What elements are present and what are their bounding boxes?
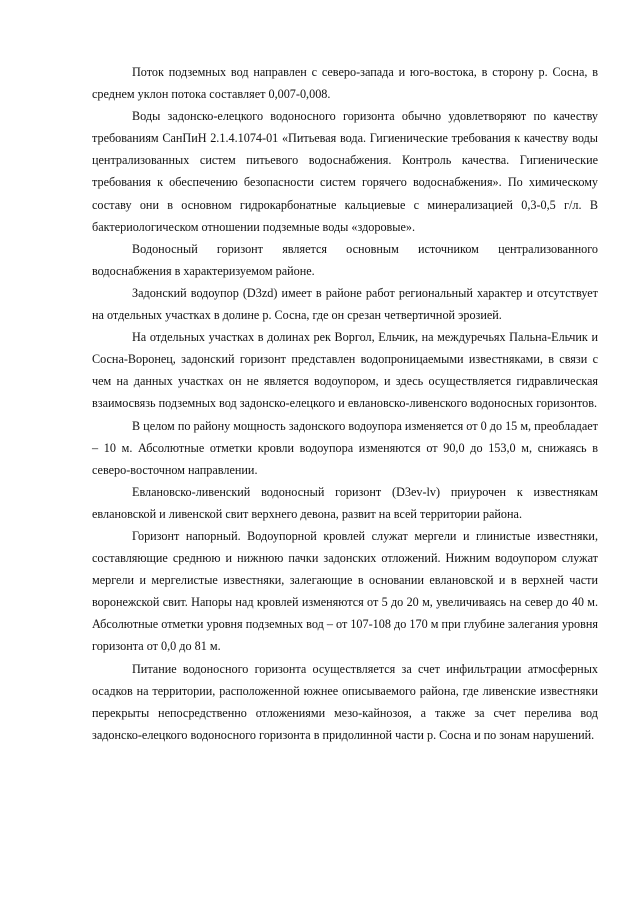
paragraph-aquitard-thickness: В целом по району мощность задонского водоупора изменяется от 0 до 15 м, преобладает – 10 м. Абсолютные отметки кровли водоупора изменяются от 90,0 до 153,0 м, снижаясь в северо-восточном направлении. xyxy=(92,418,598,477)
paragraph-main-source: Водоносный горизонт является основным источником централизованного водоснабжения в характеризуемом районе. xyxy=(92,241,598,278)
paragraph-recharge: Питание водоносного горизонта осуществляется за счет инфильтрации атмосферных осадков на территории, расположенной южнее описываемого района, где ливенские известняки перекрыты непосредственно отложениями мезо-кайнозоя, а также за счет перелива вод задонско-елецкого водоносного горизонта в придолинной части р. Сосна и по зонам нарушений. xyxy=(92,661,598,742)
paragraph-zadonsk-aquitard: Задонский водоупор (D3zd) имеет в районе работ региональный характер и отсутствует на отдельных участках в долине р. Сосна, где он срезан четвертичной эрозией. xyxy=(92,285,598,323)
paragraph-evlan-livny-horizon: Евлановско-ливенский водоносный горизонт (D3ev-lv) приурочен к известнякам евлановской и ливенской свит верхнего девона, развит на всей территории района. xyxy=(92,484,598,521)
paragraph-confined-horizon: Горизонт напорный. Водоупорной кровлей служат мергели и глинистые известняки, составляющие среднюю и нижнюю пачки задонских отложений. Нижним водоупором служат мергели и мергелистые известняки, залегающие в основании евлановской и в верхней части воронежской свит. Напоры над кровлей изменяются от 5 до 20 м, увеличиваясь на север до 40 м. Абсолютные отметки уровня подземных вод – от 107-108 до 170 м при глубине залегания уровня горизонта от 0,0 до 81 м. xyxy=(92,528,598,654)
document-page xyxy=(92,61,598,746)
paragraph-permeable-limestones: На отдельных участках в долинах рек Воргол, Ельчик, на междуречьях Пальна-Ельчик и Сосна-Воронец, задонский горизонт представлен водопроницаемыми известняками, в связи с чем на данных участках он не является водоупором, и здесь осуществляется гидравлическая взаимосвязь подземных вод задонско-елецкого и евлановско-ливенского водоносных горизонтов. xyxy=(92,330,598,411)
paragraph-water-quality: Воды задонско-елецкого водоносного горизонта обычно удовлетворяют по качеству требованиям СанПиН 2.1.4.1074-01 «Питьевая вода. Гигиенические требования к качеству воды централизованных систем питьевого водоснабжения. Контроль качества. Гигиенические требования к обеспечению безопасности систем горячего водоснабжения». По химическому составу они в основном гидрокарбонатные кальциевые с минерализацией 0,3-0,5 г/л. В бактериологическом отношении подземные воды «здоровые». xyxy=(92,109,598,234)
paragraph-flow-direction: Поток подземных вод направлен с северо-запада и юго-востока, в сторону р. Сосна, в среднем уклон потока составляет 0,007-0,008. xyxy=(92,65,598,102)
